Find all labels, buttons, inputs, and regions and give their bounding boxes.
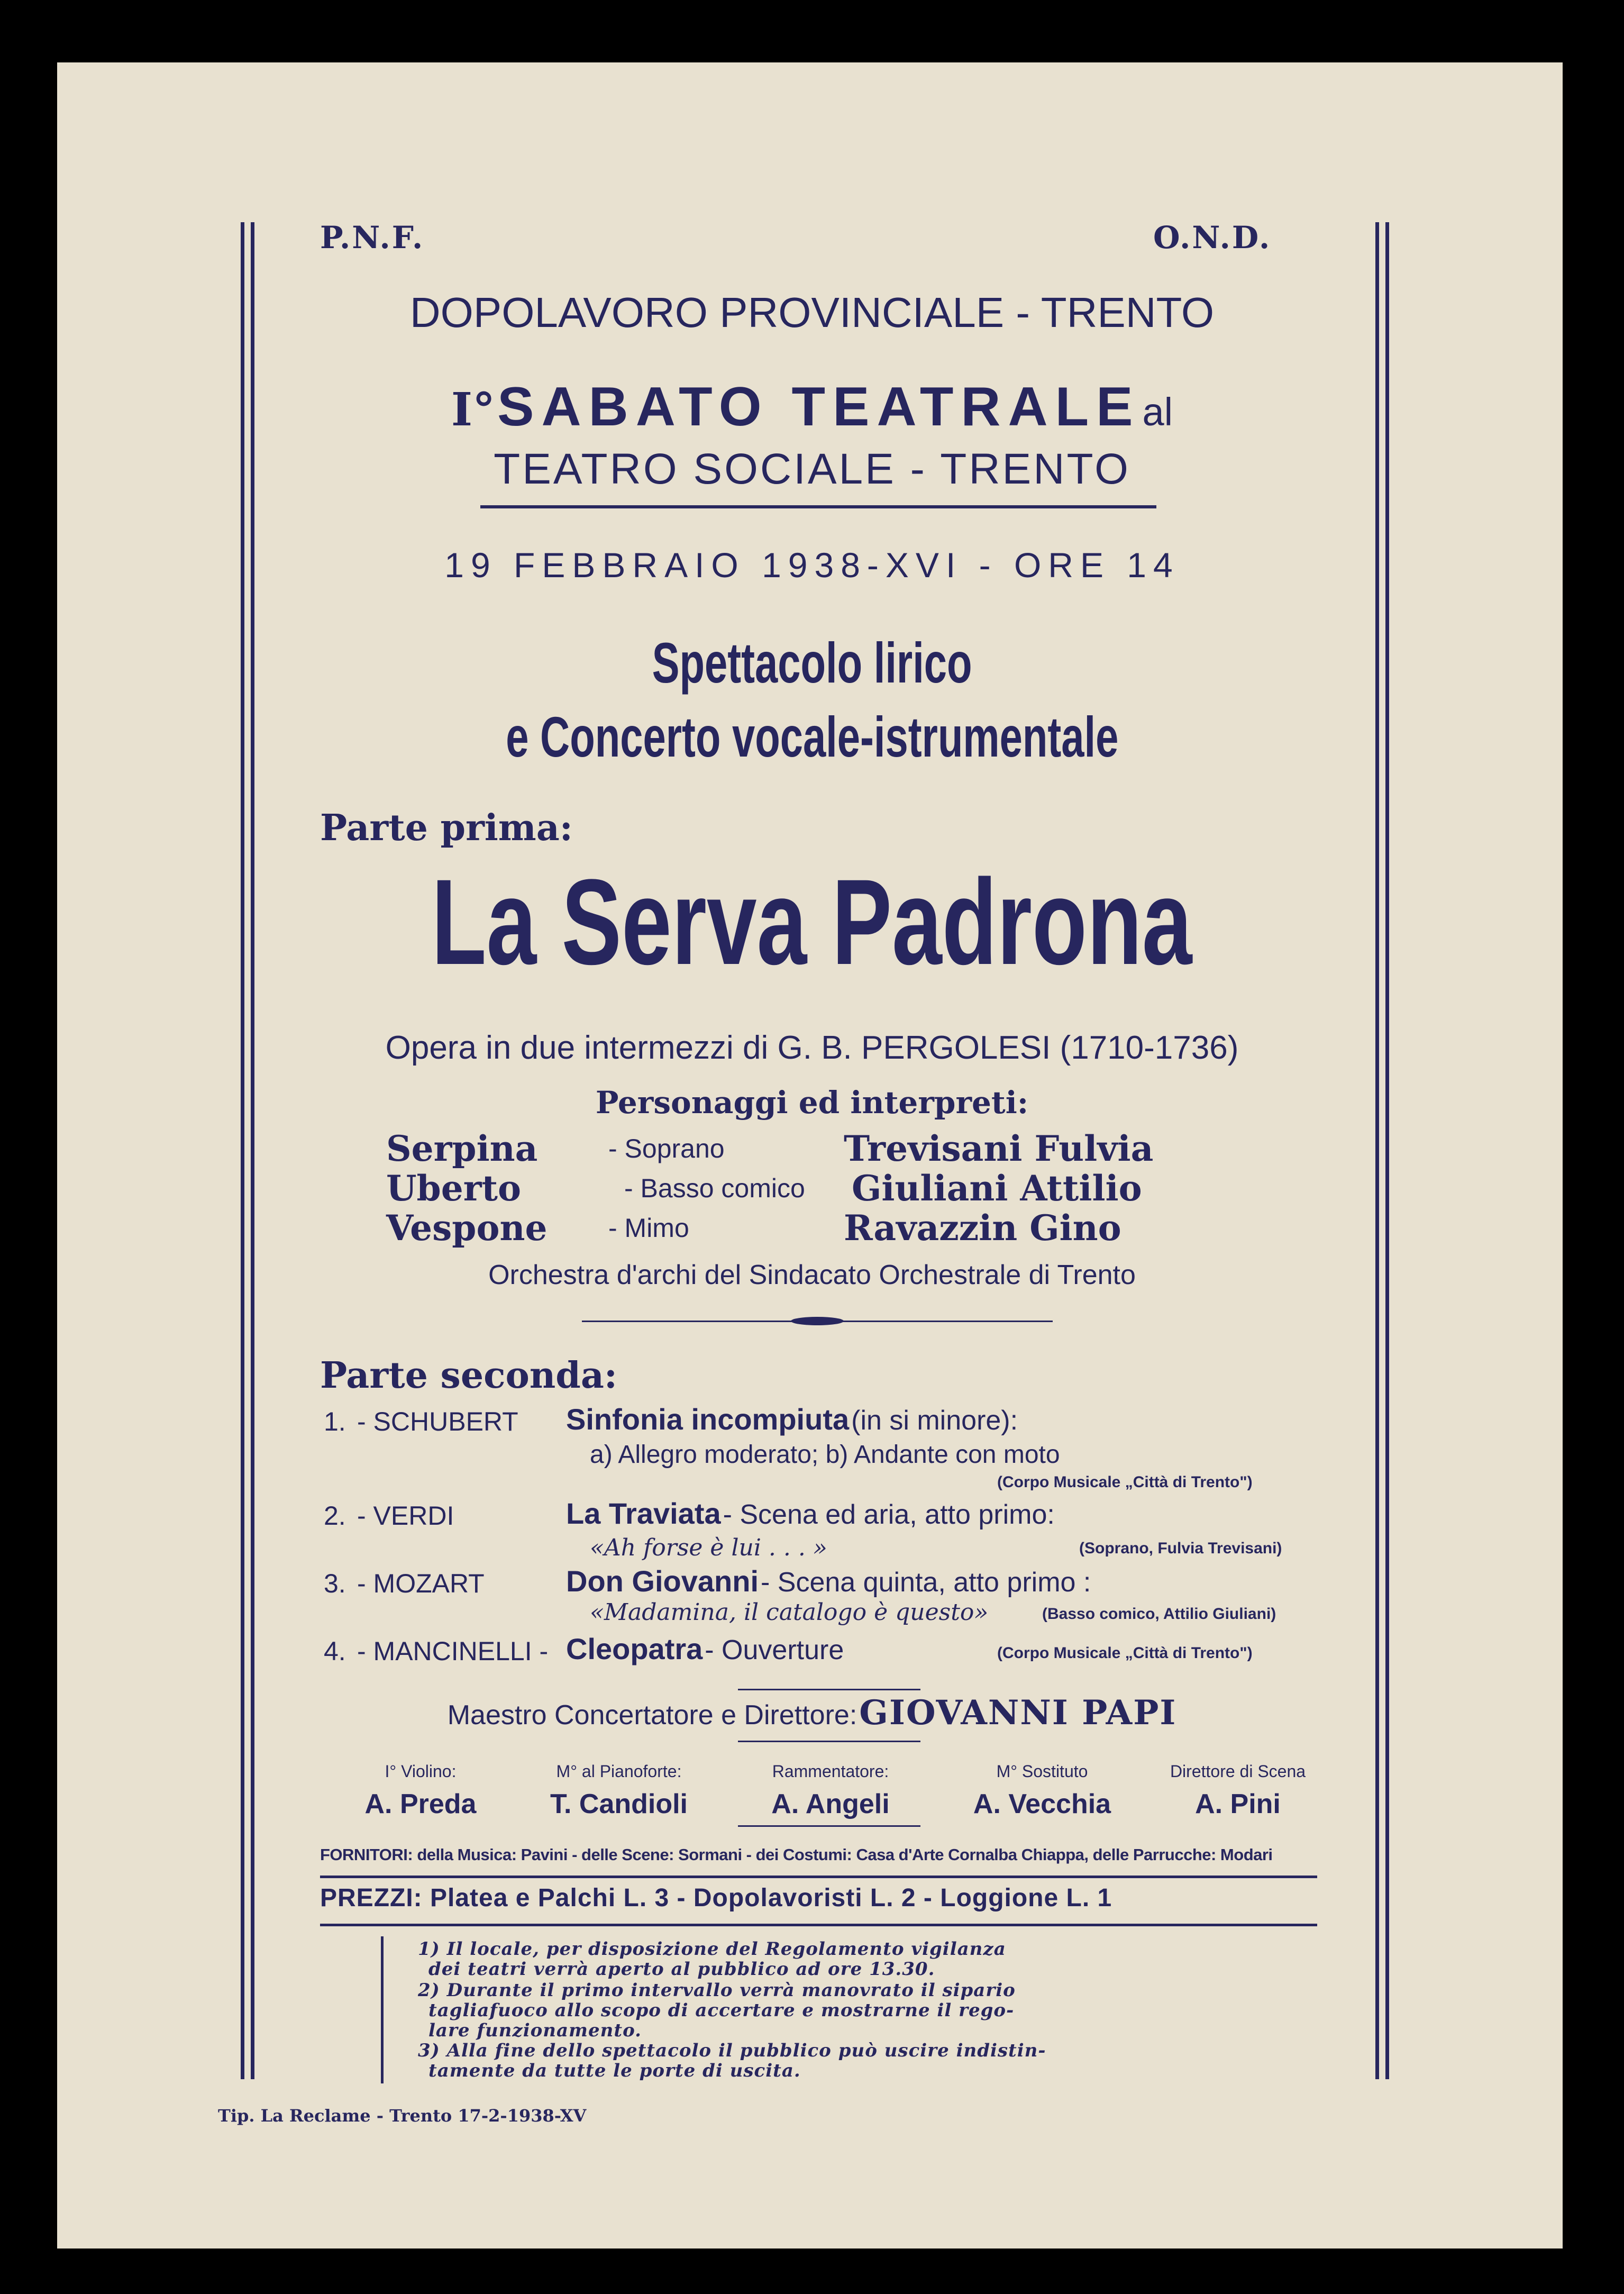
opera-title: La Serva Padrona [432, 854, 1192, 990]
printer-credit: Tip. La Reclame - Trento 17-2-1938-XV [218, 2106, 587, 2126]
cast-voice: - Basso comico [624, 1173, 805, 1203]
item-work: Sinfonia incompiuta [566, 1403, 850, 1436]
opera-description: Opera in due intermezzi di G. B. PERGOLESI (1710-1736) [385, 1030, 1239, 1066]
item-note: (Basso comico, Attilio Giuliani) [1042, 1605, 1276, 1623]
item-composer: - MOZART [357, 1569, 485, 1598]
item-work: Don Giovanni [566, 1564, 759, 1598]
suppliers: FORNITORI: della Musica: Pavini - delle Scene: Sormani - dei Costumi: Casa d'Arte Cornalba Chiappa, delle Parrucche: Modari [320, 1845, 1273, 1864]
section-divider-ornament [791, 1317, 844, 1325]
staff-name: A. Vecchia [973, 1789, 1111, 1819]
note-line: tagliafuoco allo scopo di accertare e mostrarne il rego- [428, 2000, 1015, 2021]
staff-role: M° Sostituto [996, 1762, 1088, 1781]
item-composer: - MANCINELLI - [357, 1636, 549, 1666]
orchestra: Orchestra d'archi del Sindacato Orchestrale di Trento [488, 1260, 1136, 1290]
note-line: 1) Il locale, per disposizione del Regolamento vigilanza [418, 1938, 1006, 1960]
cast-performer: Trevisani Fulvia [844, 1128, 1154, 1169]
cast-performer: Giuliani Attilio [852, 1168, 1142, 1209]
note-line: tamente da tutte le porte di uscita. [428, 2060, 801, 2081]
cast-performer: Ravazzin Gino [844, 1207, 1121, 1249]
event-ordinal: I° [451, 383, 496, 436]
staff-top-rule [738, 1689, 920, 1690]
staff-bottom-rule [738, 1825, 920, 1827]
item-number: 1. [324, 1407, 346, 1436]
item-note: (Corpo Musicale „Città di Trento") [997, 1473, 1253, 1491]
prices-bottom-rule [320, 1924, 1317, 1926]
right-border-rule [1375, 222, 1389, 2079]
note-line: 3) Alla fine dello spettacolo il pubblico può uscire indistin- [418, 2040, 1046, 2061]
part-one-label: Parte prima: [320, 807, 573, 849]
cast-role: Vespone [386, 1207, 548, 1249]
item-rest: - Scena ed aria, atto primo: [723, 1499, 1055, 1530]
header-pnf: P.N.F. [320, 220, 425, 256]
item-number: 4. [324, 1636, 346, 1666]
subtitle-line-2: e Concerto vocale-istrumentale [505, 705, 1119, 769]
part-two-label: Parte seconda: [320, 1354, 617, 1397]
event-title-line [0, 376, 1624, 439]
cast-role: Uberto [386, 1168, 521, 1209]
item-composer: - VERDI [357, 1501, 454, 1531]
staff-mid-rule [738, 1741, 920, 1742]
left-border-rule [241, 222, 254, 2079]
item-note: (Corpo Musicale „Città di Trento") [997, 1644, 1253, 1662]
item-subtitle: «Madamina, il catalogo è questo» [590, 1599, 989, 1626]
prices-top-rule [320, 1876, 1317, 1878]
item-rest: (in si minore): [851, 1405, 1018, 1436]
cast-voice: - Mimo [608, 1213, 689, 1243]
organizer: DOPOLAVORO PROVINCIALE - TRENTO [409, 289, 1215, 336]
conductor-name: GIOVANNI PAPI [859, 1693, 1177, 1733]
item-rest: - Ouverture [705, 1635, 844, 1665]
item-number: 3. [324, 1569, 346, 1598]
item-rest: - Scena quinta, atto primo : [761, 1567, 1091, 1598]
staff-name: A. Angeli [771, 1789, 890, 1819]
conductor-line [0, 1693, 1624, 1733]
event-title: SABATO TEATRALE [497, 376, 1141, 438]
header-ond: O.N.D. [1153, 220, 1272, 256]
venue-underline [480, 505, 1156, 508]
item-composer: - SCHUBERT [357, 1407, 518, 1436]
item-work: Cleopatra [566, 1632, 703, 1665]
staff-name: A. Pini [1195, 1789, 1281, 1819]
subtitle-line-1: Spettacolo lirico [652, 631, 972, 695]
conductor-label: Maestro Concertatore e Direttore: [447, 1700, 857, 1731]
staff-name: T. Candioli [550, 1789, 688, 1819]
note-line: dei teatri verrà aperto al pubblico ad ore 13.30. [428, 1959, 935, 1980]
prices: PREZZI: Platea e Palchi L. 3 - Dopolavoristi L. 2 - Loggione L. 1 [320, 1884, 1112, 1912]
cast-label: Personaggi ed interpreti: [595, 1085, 1029, 1121]
note-line: lare funzionamento. [428, 2020, 642, 2041]
staff-role: M° al Pianoforte: [556, 1762, 682, 1781]
opera-title-line [0, 852, 1624, 992]
staff-role: I° Violino: [385, 1762, 457, 1781]
cast-role: Serpina [386, 1128, 538, 1169]
item-subtitle: a) Allegro moderato; b) Andante con moto [590, 1441, 1060, 1469]
cast-voice: - Soprano [608, 1134, 725, 1163]
item-number: 2. [324, 1501, 346, 1531]
item-subtitle: «Ah forse è lui . . . » [590, 1534, 827, 1561]
staff-name: A. Preda [364, 1789, 477, 1819]
item-note: (Soprano, Fulvia Trevisani) [1079, 1540, 1282, 1557]
staff-role: Rammentatore: [772, 1762, 889, 1781]
staff-role: Direttore di Scena [1170, 1762, 1306, 1781]
date-time: 19 FEBBRAIO 1938-XVI - ORE 14 [444, 545, 1180, 585]
item-work: La Traviata [566, 1497, 721, 1530]
venue: TEATRO SOCIALE - TRENTO [494, 445, 1130, 493]
note-line: 2) Durante il primo intervallo verrà manovrato il sipario [418, 1980, 1016, 2001]
event-suffix: al [1142, 390, 1173, 434]
notes-side-rule [381, 1936, 384, 2083]
